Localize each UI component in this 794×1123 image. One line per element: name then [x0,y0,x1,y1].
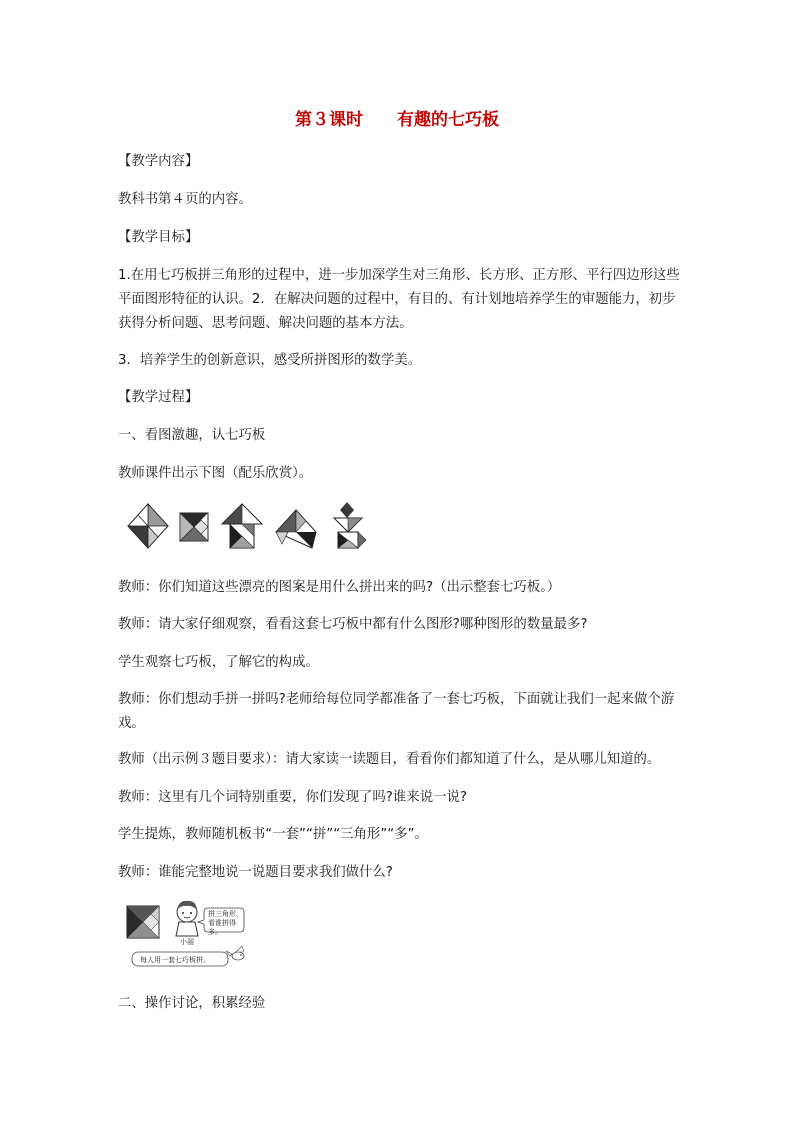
bird-icon [226,946,244,960]
part-1-heading: 一、看图激趣，认七巧板 [118,428,266,443]
goal-paragraph-3: 3．培养学生的创新意识，感受所拼图形的数学美。 [118,353,422,368]
tangram-person-pattern [334,502,366,548]
dialog-line-7: 学生提炼，教师随机板书“一套”“拼”“三角形”“多”。 [118,827,428,842]
example-illustration [126,896,256,970]
tangram-bird-pattern [276,510,316,548]
intro-line: 教师课件出示下图（配乐欣赏）。 [118,466,313,481]
tangram-patterns-figure [126,500,368,556]
content-text: 教科书第４页的内容。 [118,192,252,207]
bubble-text [208,910,244,937]
goal-paragraph-1: 1.在用七巧板拼三角形的过程中，进一步加深学生对三角形、长方形、正方形、平行四边形这些平面图形特征的认识。2．在解决问题的过程中，有目的、有计划地培养学生的审题能力，初步获得分析问题、思考问题、解决问题的基本方法。 [118,268,680,331]
tangram-diamond-pattern [128,504,168,548]
girl-name: 小丽 [180,938,194,946]
tangram-square-pattern [180,513,208,541]
bubble-line-2: 看谁拼得多。 [208,919,236,936]
page-title: 第３课时 有趣的七巧板 [295,110,499,130]
dialog-line-6: 教师：这里有几个词特别重要，你们发现了吗?谁来说一说? [118,790,467,805]
dialog-line-8: 教师：谁能完整地说一说题目要求我们做什么? [118,865,393,880]
tangram-house-pattern [222,504,262,548]
dialog-line-5: 教师（出示例３题目要求）：请大家读一读题目，看看你们都知道了什么，是从哪儿知道的。 [118,752,661,767]
dialog-line-1: 教师：你们知道这些漂亮的图案是用什么拼出来的吗?（出示整套七巧板。） [118,580,561,595]
tangram-set-icon [127,906,159,938]
dialog-line-4: 教师：你们想动手拼一拼吗?老师给每位同学都准备了一套七巧板，下面就让我们一起来做个游戏。 [118,692,675,731]
section-heading-goals: 【教学目标】 [118,230,199,245]
section-heading-content: 【教学内容】 [118,154,199,169]
part-2-heading: 二、操作讨论，积累经验 [118,996,266,1011]
section-heading-process: 【教学过程】 [118,390,199,405]
bubble-line-1: 拼三角形， [208,910,243,918]
bottom-label: 每人用一套七巧板拼。 [140,956,210,964]
dialog-line-2: 教师：请大家仔细观察，看看这套七巧板中都有什么图形?哪种图形的数量最多? [118,617,588,632]
dialog-line-3: 学生观察七巧板，了解它的构成。 [118,655,319,670]
girl-character-icon [176,901,198,936]
